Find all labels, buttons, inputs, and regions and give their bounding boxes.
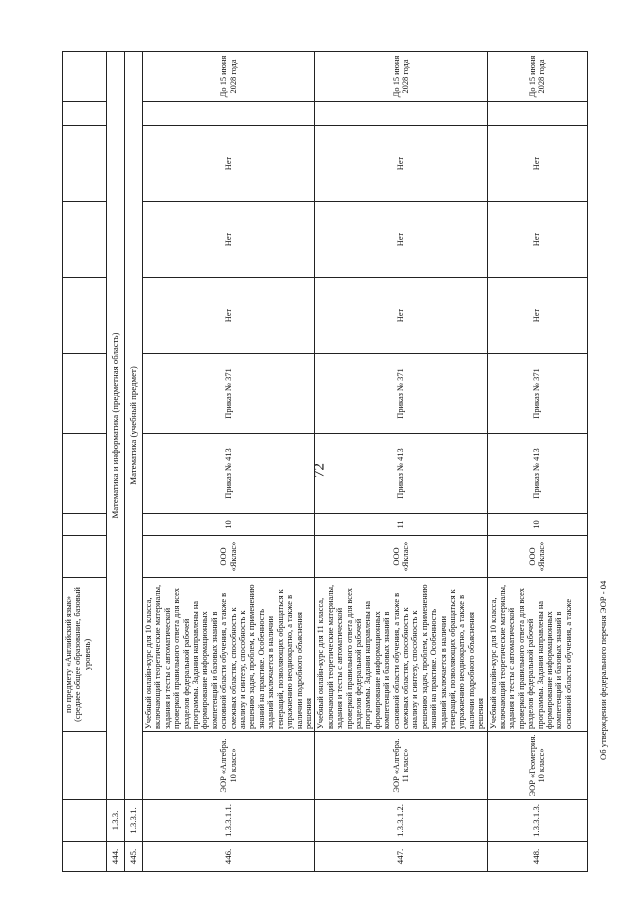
row-c3-cell: Нет: [143, 126, 315, 202]
row-c1-cell: Нет: [487, 278, 587, 354]
row-order1-cell: Приказ № 413: [143, 434, 315, 514]
row-c2-cell: Нет: [143, 202, 315, 278]
row-c4-cell: [315, 102, 487, 126]
row-code-cell: 1.3.3.1.2.: [315, 800, 487, 842]
row-c1-cell: Нет: [315, 278, 487, 354]
table-row: [107, 52, 125, 872]
row-code-cell: 1.3.3.: [107, 800, 125, 842]
row-grade-cell: 10: [487, 514, 587, 536]
row-term-cell: До 15 июня 2028 года: [315, 52, 487, 102]
page-number: 72: [311, 463, 328, 478]
row-name-cell: [63, 732, 107, 800]
row-code-cell: 1.3.3.1.: [125, 800, 143, 842]
row-name-cell: ЭОР «Алгебра. 11 класс»: [315, 732, 487, 800]
row-code-cell: 1.3.3.1.1.: [143, 800, 315, 842]
row-order1-cell: [63, 434, 107, 514]
row-org-cell: ООО «Яклас»: [143, 536, 315, 578]
row-order2-cell: Приказ № 371: [143, 354, 315, 434]
footer-note: Об утверждении федерального перечня ЭОР - 04: [598, 580, 608, 760]
section-heading-cell: Математика и информатика (предметная область): [107, 52, 125, 800]
table-row: [143, 52, 315, 872]
row-code-cell: [63, 800, 107, 842]
row-term-cell: До 15 июня 2028 года: [143, 52, 315, 102]
row-number-cell: 445.: [125, 842, 143, 872]
row-number-cell: 446.: [143, 842, 315, 872]
eor-registry-table: [62, 51, 588, 872]
rotated-table-wrapper: [62, 52, 573, 872]
row-c4-cell: [143, 102, 315, 126]
row-c2-cell: Нет: [487, 202, 587, 278]
row-number-cell: 448.: [487, 842, 587, 872]
row-description-cell: по предмету «Английский язык» (среднее общее образование, базовый уровень): [63, 578, 107, 732]
row-grade-cell: 11: [315, 514, 487, 536]
row-order2-cell: Приказ № 371: [315, 354, 487, 434]
row-org-cell: ООО «Яклас»: [487, 536, 587, 578]
row-name-cell: ЭОР «Геометрия. 10 класс»: [487, 732, 587, 800]
row-number-cell: 444.: [107, 842, 125, 872]
row-c1-cell: [63, 278, 107, 354]
row-description-cell: Учебный онлайн-курс для 11 класса, включающий теоретические материалы, задания и тесты с автоматической проверкой правильного ответа для всех разделов федеральной рабочей программы. Задания направлены на формирование информационных компетенций и базовых знаний в основной области обучения, а также в смежных областях, способность к анализу и синтезу, способность к решению задач, проблем, к применению знаний на практике. Особенность заданий заключается в наличии генераций, позволяющих обращаться к упражнению неоднократно, а также в наличии подробного объяснения решения: [315, 578, 487, 732]
subject-heading-cell: Математика (учебный предмет): [125, 52, 143, 800]
row-order1-cell: Приказ № 413: [487, 434, 587, 514]
row-order1-cell: Приказ № 413: [315, 434, 487, 514]
row-c1-cell: Нет: [143, 278, 315, 354]
row-c2-cell: Нет: [315, 202, 487, 278]
row-code-cell: 1.3.3.1.3.: [487, 800, 587, 842]
row-grade-cell: [63, 514, 107, 536]
table-row: [125, 52, 143, 872]
row-c3-cell: [63, 126, 107, 202]
table-row: [63, 52, 107, 872]
row-term-cell: До 15 июня 2028 года: [487, 52, 587, 102]
row-c4-cell: [63, 102, 107, 126]
table-row: [487, 52, 587, 872]
row-number-cell: [63, 842, 107, 872]
table-row: [315, 52, 487, 872]
row-c3-cell: Нет: [315, 126, 487, 202]
row-c3-cell: Нет: [487, 126, 587, 202]
row-order2-cell: [63, 354, 107, 434]
row-order2-cell: Приказ № 371: [487, 354, 587, 434]
row-term-cell: [63, 52, 107, 102]
row-org-cell: ООО «Яклас»: [315, 536, 487, 578]
row-description-cell: Учебный онлайн-курс для 10 класса, включающий теоретические материалы, задания и тесты с автоматической проверкой правильного ответа для всех разделов федеральной рабочей программы. Задания направлены на формирование информационных компетенций и базовых знаний в основной области обучения, а также: [487, 578, 587, 732]
row-number-cell: 447.: [315, 842, 487, 872]
row-c2-cell: [63, 202, 107, 278]
row-description-cell: Учебный онлайн-курс для 10 класса, включающий теоретические материалы, задания и тесты с автоматической проверкой правильного ответа для всех разделов федеральной рабочей программы. Задания направлены на формирование информационных компетенций и базовых знаний в основной области обучения, а также в смежных областях, способность к анализу и синтезу, способность к решению задач, проблем, к применению знаний на практике. Особенность заданий заключается в наличии генераций, позволяющих обращаться к упражнению неоднократно, а также в наличии подробного объяснения решения: [143, 578, 315, 732]
row-grade-cell: 10: [143, 514, 315, 536]
row-name-cell: ЭОР «Алгебра. 10 класс»: [143, 732, 315, 800]
row-org-cell: [63, 536, 107, 578]
row-c4-cell: [487, 102, 587, 126]
